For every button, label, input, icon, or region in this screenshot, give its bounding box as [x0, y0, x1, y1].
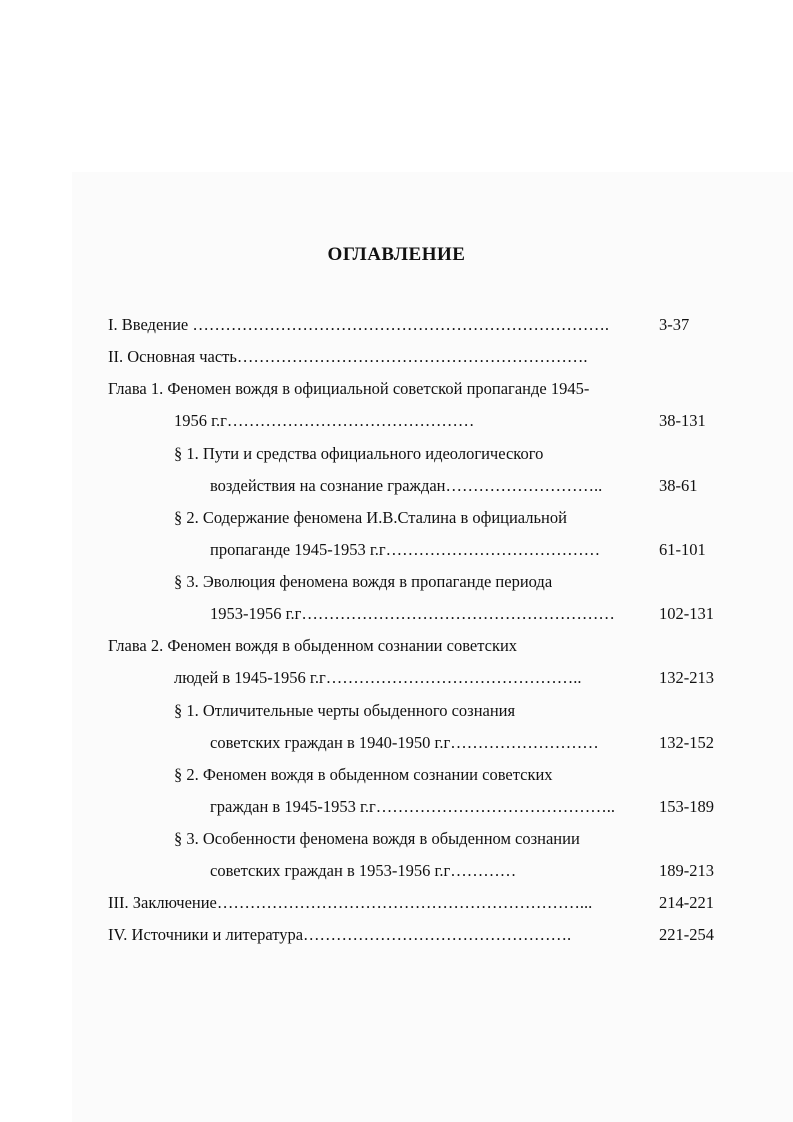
toc-entry-text: III. Заключение…………………………………………………………... — [108, 893, 593, 912]
toc-entry-section-2-2[interactable] — [174, 764, 553, 786]
toc-entry-text: 1956 г.г……………………………………… — [174, 411, 475, 430]
toc-entry-text: граждан в 1945-1953 г.г…………………………………….. — [210, 797, 615, 816]
toc-entry-section-1-2-cont[interactable] — [210, 539, 600, 561]
toc-entry-main-part[interactable] — [108, 346, 588, 368]
toc-page-number: 38-131 — [659, 411, 706, 430]
toc-entry-text: II. Основная часть………………………………………………………. — [108, 347, 588, 366]
toc-entry-section-2-3-cont[interactable] — [210, 860, 516, 882]
toc-entry-section-2-1-cont[interactable] — [210, 732, 599, 754]
toc-entry-text: § 3. Особенности феномена вождя в обыденном сознании — [174, 829, 580, 848]
toc-entry-chapter-2-cont[interactable] — [174, 667, 581, 689]
toc-entry-text: воздействия на сознание граждан……………………….. — [210, 476, 603, 495]
toc-page-number: 214-221 — [659, 893, 714, 912]
toc-page-number: 153-189 — [659, 797, 714, 816]
toc-entry-text: людей в 1945-1956 г.г……………………………………….. — [174, 668, 582, 687]
toc-page-number: 3-37 — [659, 315, 690, 334]
toc-entry-text: IV. Источники и литература…………………………………………. — [108, 925, 572, 944]
toc-entry-text: 1953-1956 г.г………………………………………………… — [210, 604, 615, 623]
toc-entry-section-1-3[interactable] — [174, 571, 552, 593]
toc-entry-text: Глава 1. Феномен вождя в официальной советской пропаганде 1945- — [108, 379, 590, 398]
toc-entry-text: § 1. Отличительные черты обыденного сознания — [174, 701, 516, 720]
toc-page-number: 132-152 — [659, 733, 714, 752]
toc-entry-chapter-2[interactable] — [108, 635, 517, 657]
toc-entry-section-2-2-cont[interactable] — [210, 796, 615, 818]
page-title: ОГЛАВЛЕНИЕ — [327, 244, 466, 265]
toc-entry-section-1-3-cont[interactable] — [210, 603, 615, 625]
toc-entry-chapter-1[interactable] — [108, 378, 589, 400]
toc-entry-text: Глава 2. Феномен вождя в обыденном сознании советских — [108, 636, 518, 655]
toc-entry-section-2-3[interactable] — [174, 828, 580, 850]
toc-entry-text: § 3. Эволюция феномена вождя в пропаганде периода — [174, 572, 553, 591]
toc-entry-text: советских граждан в 1953-1956 г.г………… — [210, 861, 517, 880]
toc-page-number: 189-213 — [659, 861, 714, 880]
toc-entry-text: § 1. Пути и средства официального идеологического — [174, 444, 544, 463]
toc-entry-chapter-1-cont[interactable] — [174, 410, 474, 432]
toc-entry-sources[interactable] — [108, 924, 571, 946]
toc-entry-introduction[interactable] — [108, 314, 609, 336]
toc-entry-text: § 2. Феномен вождя в обыденном сознании советских — [174, 765, 553, 784]
toc-entry-conclusion[interactable] — [108, 892, 592, 914]
toc-entry-section-1-1-cont[interactable] — [210, 475, 602, 497]
toc-entry-text: пропаганде 1945-1953 г.г………………………………… — [210, 540, 601, 559]
toc-entry-section-2-1[interactable] — [174, 700, 515, 722]
toc-entry-section-1-2[interactable] — [174, 507, 567, 529]
toc-page-number: 102-131 — [659, 604, 714, 623]
toc-page-number: 38-61 — [659, 476, 698, 495]
toc-entry-text: советских граждан в 1940-1950 г.г……………………… — [210, 733, 599, 752]
toc-entry-text: § 2. Содержание феномена И.В.Сталина в официальной — [174, 508, 567, 527]
toc-entry-section-1-1[interactable] — [174, 443, 543, 465]
toc-page-number: 61-101 — [659, 540, 706, 559]
toc-entry-text: I. Введение …………………………………………………………………. — [108, 315, 610, 334]
toc-page-number: 132-213 — [659, 668, 714, 687]
toc-page-number: 221-254 — [659, 925, 714, 944]
